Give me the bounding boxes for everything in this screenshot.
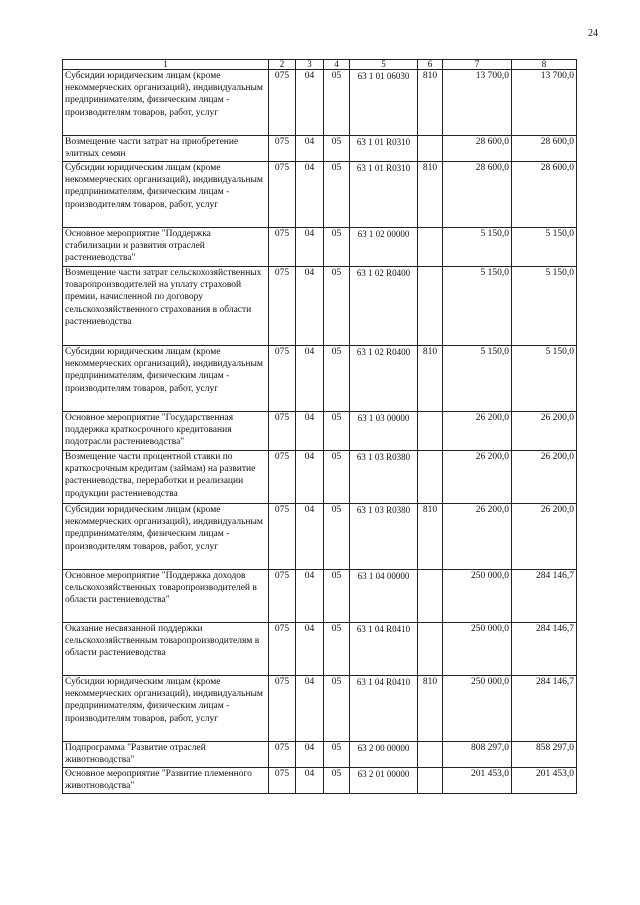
- column-header: 2: [269, 60, 296, 70]
- row-admin-code: 075: [269, 70, 296, 136]
- row-amount-2: 284 146,7: [512, 570, 577, 623]
- row-subsection-code: 05: [324, 623, 350, 676]
- row-subsection-code: 05: [324, 570, 350, 623]
- row-target-code: 63 1 01 06030: [350, 70, 418, 136]
- row-expense-type: [418, 623, 443, 676]
- row-amount-2: 284 146,7: [512, 676, 577, 742]
- row-admin-code: 075: [269, 451, 296, 504]
- budget-table: [62, 59, 577, 794]
- row-expense-type: 810: [418, 346, 443, 412]
- column-header: 5: [350, 60, 418, 70]
- row-name: Оказание несвязанной поддержки сельскохозяйственным товаропроизводителям в области растениеводства: [63, 623, 269, 676]
- row-subsection-code: 05: [324, 228, 350, 267]
- row-admin-code: 075: [269, 504, 296, 570]
- row-amount-1: 28 600,0: [443, 136, 512, 162]
- table-row: [63, 570, 577, 623]
- row-amount-2: 26 200,0: [512, 451, 577, 504]
- row-section-code: 04: [296, 676, 324, 742]
- row-amount-2: 28 600,0: [512, 136, 577, 162]
- row-amount-1: 26 200,0: [443, 451, 512, 504]
- row-admin-code: 075: [269, 742, 296, 768]
- row-expense-type: [418, 267, 443, 346]
- row-expense-type: [418, 136, 443, 162]
- row-amount-1: 5 150,0: [443, 228, 512, 267]
- column-header: 6: [418, 60, 443, 70]
- row-target-code: 63 2 00 00000: [350, 742, 418, 768]
- row-expense-type: [418, 228, 443, 267]
- table-row: [63, 451, 577, 504]
- table-body: [63, 70, 577, 794]
- column-header: 3: [296, 60, 324, 70]
- row-amount-1: 5 150,0: [443, 267, 512, 346]
- row-expense-type: [418, 570, 443, 623]
- row-target-code: 63 1 03 R0380: [350, 504, 418, 570]
- row-name: Основное мероприятие "Государственная поддержка краткосрочного кредитования подотрасли растениеводства": [63, 412, 269, 451]
- table-row: [63, 346, 577, 412]
- row-amount-2: 28 600,0: [512, 162, 577, 228]
- row-admin-code: 075: [269, 267, 296, 346]
- table-row: [63, 136, 577, 162]
- row-subsection-code: 05: [324, 412, 350, 451]
- row-expense-type: [418, 412, 443, 451]
- row-section-code: 04: [296, 346, 324, 412]
- row-target-code: 63 1 01 R0310: [350, 136, 418, 162]
- row-amount-2: 13 700,0: [512, 70, 577, 136]
- row-name: Возмещение части затрат сельскохозяйственных товаропроизводителей на уплату страховой премии, начисленной по договору сельскохозяйственного страхования в области растениеводства: [63, 267, 269, 346]
- row-name: Основное мероприятие "Поддержка стабилизации и развития отраслей растениеводства": [63, 228, 269, 267]
- row-target-code: 63 1 01 R0310: [350, 162, 418, 228]
- row-section-code: 04: [296, 267, 324, 346]
- row-section-code: 04: [296, 451, 324, 504]
- table-row: [63, 70, 577, 136]
- row-subsection-code: 05: [324, 742, 350, 768]
- row-amount-2: 284 146,7: [512, 623, 577, 676]
- row-subsection-code: 05: [324, 70, 350, 136]
- row-section-code: 04: [296, 623, 324, 676]
- row-amount-2: 5 150,0: [512, 228, 577, 267]
- row-amount-1: 26 200,0: [443, 412, 512, 451]
- row-amount-1: 5 150,0: [443, 346, 512, 412]
- row-expense-type: 810: [418, 162, 443, 228]
- row-amount-2: 26 200,0: [512, 412, 577, 451]
- row-amount-1: 250 000,0: [443, 676, 512, 742]
- row-admin-code: 075: [269, 162, 296, 228]
- row-section-code: 04: [296, 70, 324, 136]
- row-name: Субсидии юридическим лицам (кроме некоммерческих организаций), индивидуальным предпринимателям, физическим лицам - производителям товаров, работ, услуг: [63, 676, 269, 742]
- row-amount-1: 201 453,0: [443, 768, 512, 794]
- row-admin-code: 075: [269, 570, 296, 623]
- row-amount-1: 250 000,0: [443, 570, 512, 623]
- row-amount-1: 26 200,0: [443, 504, 512, 570]
- row-expense-type: [418, 451, 443, 504]
- row-name: Подпрограмма "Развитие отраслей животноводства": [63, 742, 269, 768]
- row-target-code: 63 1 03 R0380: [350, 451, 418, 504]
- row-target-code: 63 1 04 R0410: [350, 676, 418, 742]
- table-row: [63, 412, 577, 451]
- row-subsection-code: 05: [324, 768, 350, 794]
- row-subsection-code: 05: [324, 267, 350, 346]
- row-admin-code: 075: [269, 412, 296, 451]
- row-target-code: 63 2 01 00000: [350, 768, 418, 794]
- row-subsection-code: 05: [324, 451, 350, 504]
- row-admin-code: 075: [269, 623, 296, 676]
- row-section-code: 04: [296, 228, 324, 267]
- column-header: 8: [512, 60, 577, 70]
- table-row: [63, 623, 577, 676]
- column-header: 4: [324, 60, 350, 70]
- row-target-code: 63 1 02 R0400: [350, 346, 418, 412]
- row-section-code: 04: [296, 570, 324, 623]
- row-target-code: 63 1 02 00000: [350, 228, 418, 267]
- row-amount-2: 201 453,0: [512, 768, 577, 794]
- page-number: 24: [588, 28, 598, 39]
- row-subsection-code: 05: [324, 504, 350, 570]
- row-target-code: 63 1 03 00000: [350, 412, 418, 451]
- row-name: Возмещение части затрат на приобретение элитных семян: [63, 136, 269, 162]
- header-row: [63, 60, 577, 70]
- row-subsection-code: 05: [324, 346, 350, 412]
- row-name: Основное мероприятие "Поддержка доходов сельскохозяйственных товаропроизводителей в области растениеводства": [63, 570, 269, 623]
- row-subsection-code: 05: [324, 676, 350, 742]
- row-section-code: 04: [296, 742, 324, 768]
- row-amount-1: 13 700,0: [443, 70, 512, 136]
- row-amount-2: 858 297,0: [512, 742, 577, 768]
- column-header: 1: [63, 60, 269, 70]
- table-row: [63, 504, 577, 570]
- row-expense-type: [418, 768, 443, 794]
- row-section-code: 04: [296, 136, 324, 162]
- row-target-code: 63 1 04 00000: [350, 570, 418, 623]
- row-admin-code: 075: [269, 768, 296, 794]
- row-admin-code: 075: [269, 136, 296, 162]
- row-amount-1: 28 600,0: [443, 162, 512, 228]
- row-target-code: 63 1 02 R0400: [350, 267, 418, 346]
- row-amount-2: 5 150,0: [512, 346, 577, 412]
- row-amount-2: 5 150,0: [512, 267, 577, 346]
- row-subsection-code: 05: [324, 162, 350, 228]
- row-amount-2: 26 200,0: [512, 504, 577, 570]
- row-admin-code: 075: [269, 676, 296, 742]
- table-row: [63, 228, 577, 267]
- row-section-code: 04: [296, 412, 324, 451]
- row-name: Субсидии юридическим лицам (кроме некоммерческих организаций), индивидуальным предпринимателям, физическим лицам - производителям товаров, работ, услуг: [63, 504, 269, 570]
- row-name: Субсидии юридическим лицам (кроме некоммерческих организаций), индивидуальным предпринимателям, физическим лицам - производителям товаров, работ, услуг: [63, 70, 269, 136]
- row-expense-type: 810: [418, 504, 443, 570]
- row-expense-type: 810: [418, 70, 443, 136]
- table-row: [63, 742, 577, 768]
- row-amount-1: 250 000,0: [443, 623, 512, 676]
- table-row: [63, 768, 577, 794]
- row-section-code: 04: [296, 162, 324, 228]
- row-subsection-code: 05: [324, 136, 350, 162]
- row-section-code: 04: [296, 768, 324, 794]
- row-name: Субсидии юридическим лицам (кроме некоммерческих организаций), индивидуальным предпринимателям, физическим лицам - производителям товаров, работ, услуг: [63, 162, 269, 228]
- row-target-code: 63 1 04 R0410: [350, 623, 418, 676]
- row-admin-code: 075: [269, 228, 296, 267]
- row-expense-type: 810: [418, 676, 443, 742]
- row-admin-code: 075: [269, 346, 296, 412]
- table-row: [63, 676, 577, 742]
- table-row: [63, 162, 577, 228]
- row-name: Возмещение части процентной ставки по краткосрочным кредитам (займам) на развитие растениеводства, переработки и реализации продукции растениеводства: [63, 451, 269, 504]
- row-section-code: 04: [296, 504, 324, 570]
- row-amount-1: 808 297,0: [443, 742, 512, 768]
- row-name: Субсидии юридическим лицам (кроме некоммерческих организаций), индивидуальным предпринимателям, физическим лицам - производителям товаров, работ, услуг: [63, 346, 269, 412]
- row-expense-type: [418, 742, 443, 768]
- row-name: Основное мероприятие "Развитие племенного животноводства": [63, 768, 269, 794]
- table-row: [63, 267, 577, 346]
- column-header: 7: [443, 60, 512, 70]
